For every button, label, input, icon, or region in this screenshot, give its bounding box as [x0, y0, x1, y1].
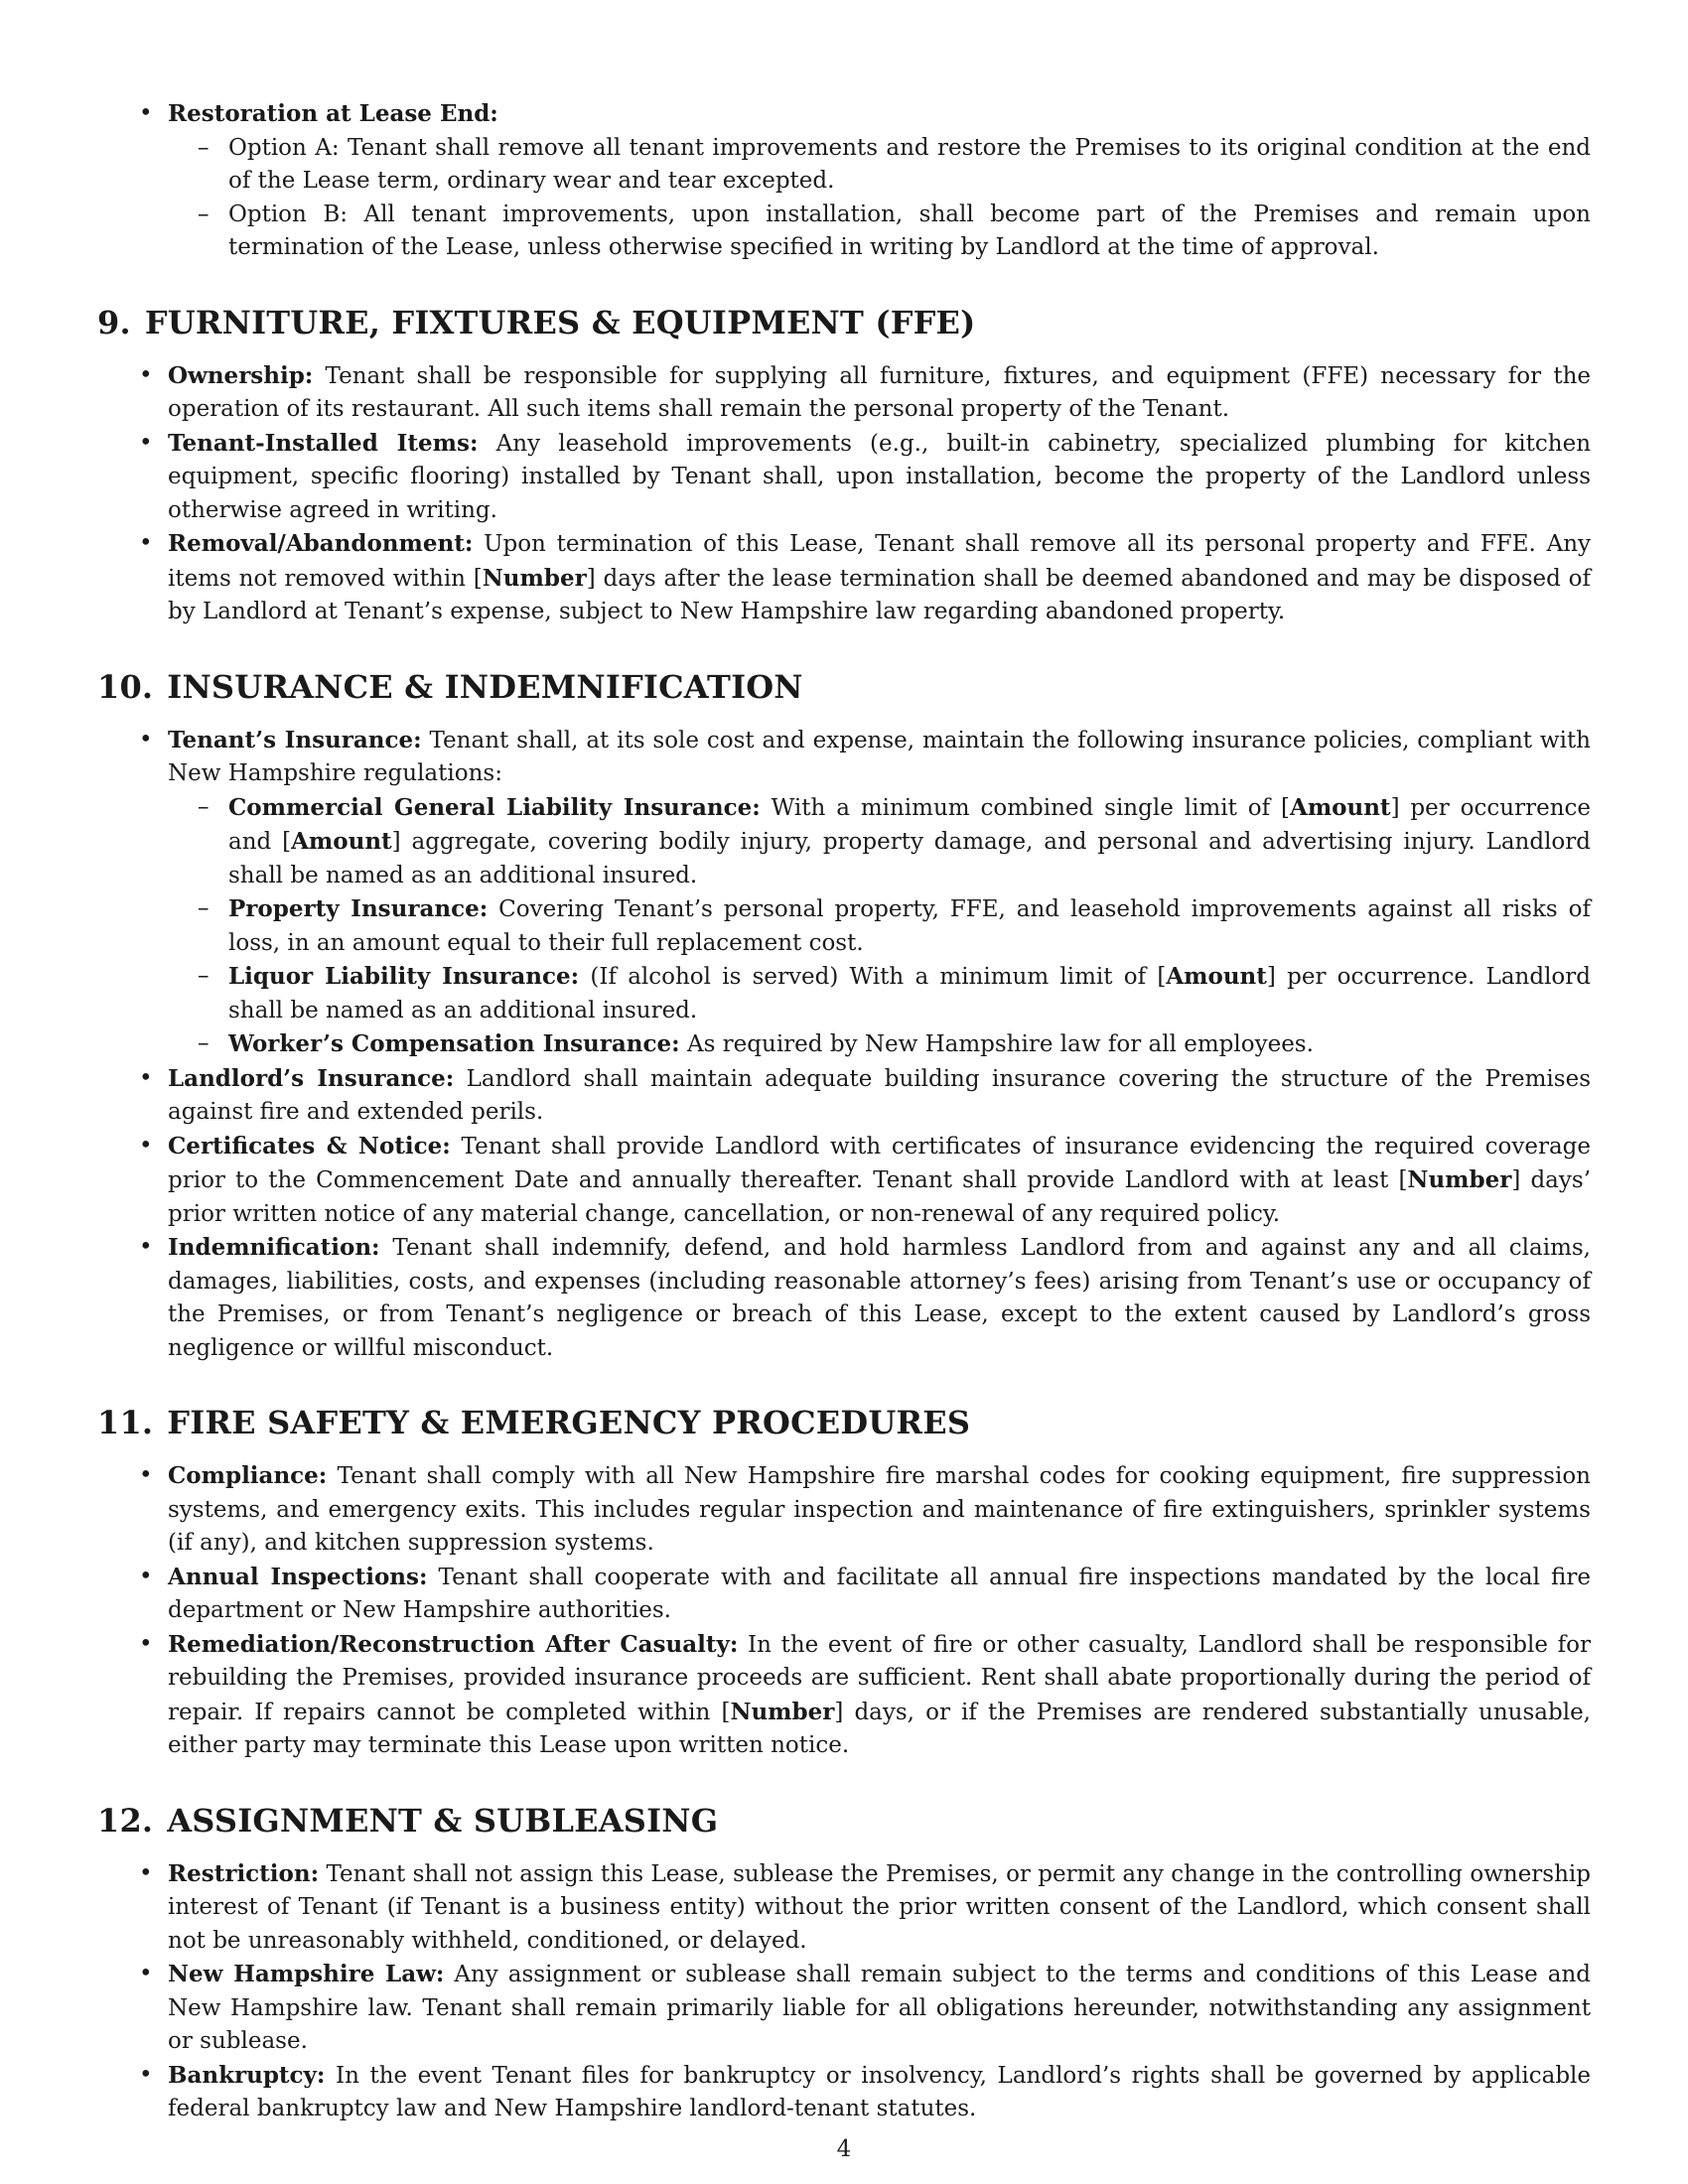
item-label: Landlord’s Insurance: — [168, 1064, 455, 1092]
item-label: Remediation/Reconstruction After Casualty: — [168, 1630, 739, 1658]
item-text: Option A: Tenant shall remove all tenant improvements and restore the Premises to its original condition at the end of the Lease term, ordinary wear and tear excepted. — [228, 134, 1591, 194]
item-text: With a minimum combined single limit of [ — [771, 794, 1290, 821]
section-number: 11. — [97, 1404, 154, 1441]
item-text: (If alcohol is served) With a minimum limit of [ — [590, 964, 1167, 990]
item-text: Tenant shall provide Landlord with certificates of insurance evidencing the required coverage prior to the Commencement Date and annually thereafter. Tenant shall provide Landlord with at least [ — [168, 1133, 1592, 1193]
restoration-list — [97, 97, 1591, 265]
section-heading — [97, 303, 1591, 342]
list-item — [168, 1130, 1591, 1232]
list-item — [168, 1459, 1591, 1561]
item-label: Tenant-Installed Items: — [168, 429, 479, 457]
section-title: FIRE SAFETY & EMERGENCY PROCEDURES — [167, 1404, 971, 1441]
section-list — [97, 1459, 1591, 1763]
item-label: Bankruptcy: — [168, 2061, 326, 2089]
item-text: ] aggregate, covering bodily injury, property damage, and personal and advertising injury. Landlord shall be named as an additional insured. — [228, 829, 1591, 888]
item-label: Worker’s Compensation Insurance: — [228, 1030, 680, 1057]
item-text: ] per occurrence and [ — [228, 794, 1591, 855]
sub-list-item — [228, 132, 1591, 199]
item-text: As required by New Hampshire law for all employees. — [686, 1031, 1314, 1057]
placeholder-field: Amount — [1166, 963, 1267, 990]
list-item — [168, 2059, 1591, 2126]
item-label: Restoration at Lease End: — [168, 100, 498, 127]
item-text: Upon termination of this Lease, Tenant shall remove all its personal property and FFE. Any items not removed within [ — [168, 531, 1592, 592]
sub-list-item — [228, 960, 1591, 1027]
section-number: 9. — [97, 303, 131, 341]
sub-list-item — [228, 199, 1591, 265]
placeholder-field: Amount — [291, 828, 392, 855]
item-text: In the event Tenant files for bankruptcy or insolvency, Landlord’s rights shall be governed by applicable federal bankruptcy law and New Hampshire landlord-tenant statutes. — [168, 2062, 1592, 2121]
list-item — [168, 97, 1591, 265]
section-title: FURNITURE, FIXTURES & EQUIPMENT (FFE) — [144, 303, 976, 341]
list-item — [168, 359, 1591, 427]
section-heading — [97, 1801, 1591, 1841]
item-text: Tenant shall be responsible for supplying all furniture, fixtures, and equipment (FFE) necessary for the operation of its restaurant. All such items shall remain the personal property of the Tenant. — [168, 362, 1591, 422]
section-list — [97, 359, 1591, 629]
sublist — [168, 791, 1591, 1062]
item-label: Indemnification: — [168, 1234, 380, 1261]
item-text: Tenant shall comply with all New Hampshire fire marshal codes for cooking equipment, fire suppression systems, and emergency exits. This includes regular inspection and maintenance of fire extinguishers, sprinkler systems (if any), and kitchen suppression systems. — [168, 1463, 1591, 1556]
section-title: ASSIGNMENT & SUBLEASING — [167, 1801, 719, 1840]
item-text: Covering Tenant’s personal property, FFE, and leasehold improvements against all risks of loss, in an amount equal to their full replacement cost. — [228, 896, 1592, 956]
list-item — [168, 1628, 1591, 1763]
list-item — [168, 724, 1591, 1062]
section-heading — [97, 1403, 1591, 1442]
item-label: Commercial General Liability Insurance: — [228, 793, 761, 821]
sub-list-item — [228, 791, 1591, 893]
item-label: Annual Inspections: — [168, 1563, 428, 1590]
item-text: ] days, or if the Premises are rendered substantially unusable, either party may terminate this Lease upon written notice. — [168, 1699, 1591, 1758]
list-item — [168, 1857, 1591, 1959]
item-text: Tenant shall indemnify, defend, and hold harmless Landlord from and against any and all claims, damages, liabilities, costs, and expenses (including reasonable attorney’s fees) arising from Tenant’s use or occupancy of the Premises, or from Tenant’s negligence or breach of this Lease, except to the extent caused by Landlord’s gross negligence or willful misconduct. — [168, 1235, 1591, 1361]
list-item — [168, 527, 1591, 629]
section-number: 10. — [97, 667, 154, 706]
list-item — [168, 1561, 1591, 1628]
item-label: New Hampshire Law: — [168, 1961, 445, 1987]
item-label: Ownership: — [168, 361, 314, 389]
item-text: Tenant shall not assign this Lease, sublease the Premises, or permit any change in the controlling ownership interest of Tenant (if Tenant is a business entity) without the prior written consent of the Landlord, which consent shall not be unreasonably withheld, conditioned, or delayed. — [168, 1860, 1591, 1954]
item-label: Certificates & Notice: — [168, 1132, 451, 1160]
section-heading — [97, 667, 1591, 707]
item-label: Compliance: — [168, 1462, 328, 1489]
item-label: Property Insurance: — [228, 895, 489, 922]
item-text: ] per occurrence. Landlord shall be named as an additional insured. — [228, 964, 1591, 1024]
placeholder-field: Number — [1407, 1166, 1512, 1193]
sub-list-item — [228, 892, 1591, 960]
page-number: 4 — [836, 2136, 852, 2162]
item-label: Liquor Liability Insurance: — [228, 963, 580, 990]
sublist — [168, 132, 1591, 265]
section-list — [97, 1857, 1591, 2126]
section-list — [97, 724, 1591, 1366]
list-item — [168, 1958, 1591, 2059]
item-text: ] days’ prior written notice of any material change, cancellation, or non-renewal of any required policy. — [168, 1167, 1592, 1227]
placeholder-field: Number — [730, 1698, 835, 1725]
item-label: Restriction: — [168, 1859, 320, 1887]
item-text: Tenant shall cooperate with and facilitate all annual fire inspections mandated by the local fire department or New Hampshire authorities. — [168, 1564, 1592, 1623]
item-text: ] days after the lease termination shall be deemed abandoned and may be disposed of by Landlord at Tenant’s expense, subject to New Hampshire law regarding abandoned property. — [168, 565, 1591, 624]
item-text: Any assignment or sublease shall remain subject to the terms and conditions of this Lease and New Hampshire law. Tenant shall remain primarily liable for all obligations hereunder, notwithstanding any assignment or sublease. — [168, 1962, 1591, 2054]
item-label: Tenant’s Insurance: — [168, 726, 422, 753]
sub-list-item — [228, 1027, 1591, 1062]
placeholder-field: Amount — [1289, 793, 1391, 821]
item-text: Landlord shall maintain adequate building insurance covering the structure of the Premises against fire and extended perils. — [168, 1065, 1591, 1125]
placeholder-field: Number — [482, 564, 587, 592]
item-label: Removal/Abandonment: — [168, 530, 474, 557]
item-text: Tenant shall, at its sole cost and expense, maintain the following insurance policies, compliant with New Hampshire regulations: — [168, 727, 1591, 786]
section-number: 12. — [97, 1801, 154, 1840]
list-item — [168, 427, 1591, 528]
section-title: INSURANCE & INDEMNIFICATION — [167, 667, 803, 706]
list-item — [168, 1062, 1591, 1130]
item-text: Any leasehold improvements (e.g., built-in cabinetry, specialized plumbing for kitchen equipment, specific flooring) installed by Tenant shall, upon installation, become the property of the Landlord unless otherwise agreed in writing. — [168, 430, 1592, 523]
list-item — [168, 1231, 1591, 1365]
item-text: In the event of fire or other casualty, Landlord shall be responsible for rebuilding the Premises, provided insurance proceeds are sufficient. Rent shall abate proportionally during the period of repair. If repairs cannot be completed within [ — [168, 1631, 1592, 1725]
item-text: Option B: All tenant improvements, upon installation, shall become part of the Premises and remain upon termination of the Lease, unless otherwise specified in writing by Landlord at the time of approval. — [228, 201, 1591, 260]
